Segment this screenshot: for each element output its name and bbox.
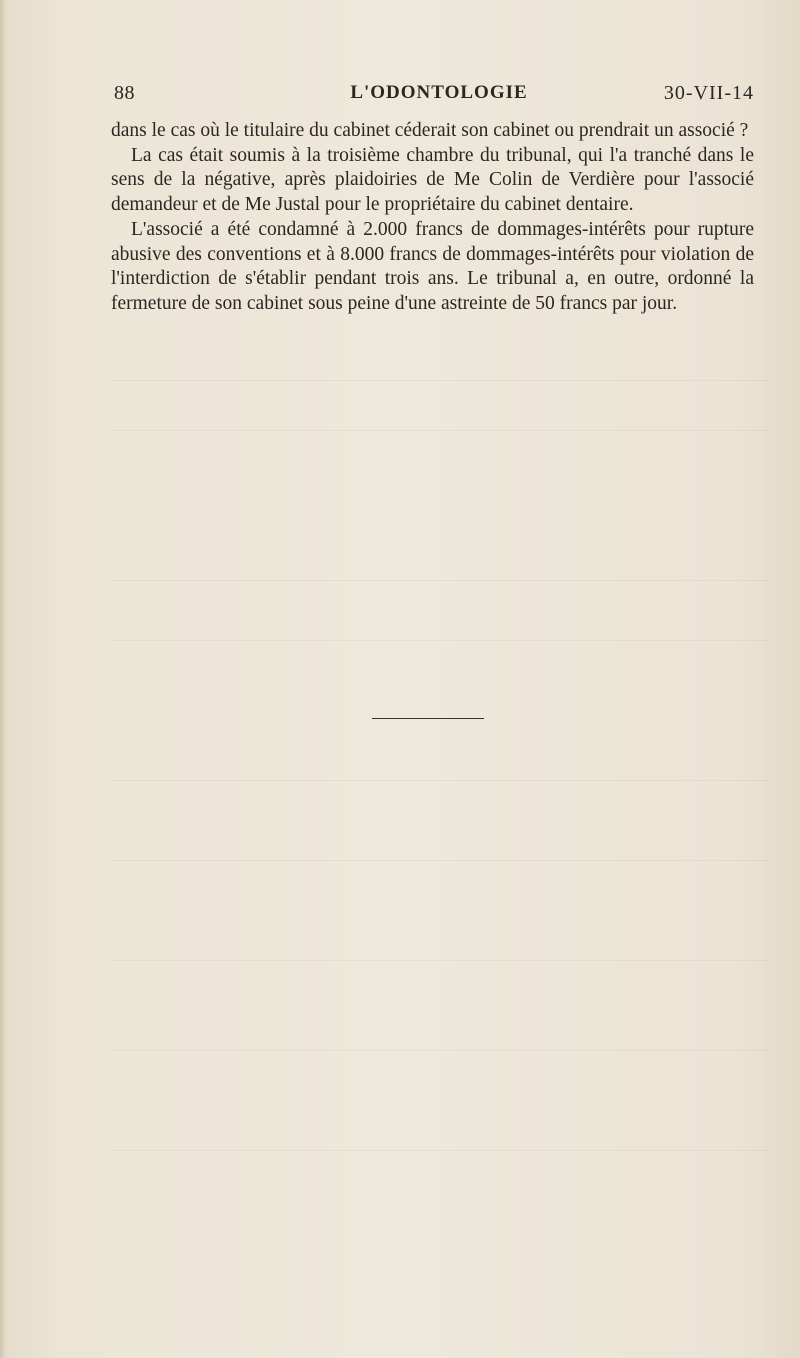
- running-header: [114, 82, 754, 110]
- paragraph: L'associé a été condamné à 2.000 francs de dommages-intérêts pour rupture abusive des conventions et à 8.000 francs de dommages-intérêts pour violation de l'interdiction de s'établir pendant trois ans. Le tribunal a, en outre, ordonné la fermeture de son cabinet sous peine d'une astreinte de 50 francs par jour.: [111, 218, 754, 314]
- page-number: 88: [114, 82, 135, 104]
- show-through-line: [110, 380, 770, 381]
- show-through-line: [110, 430, 770, 431]
- paragraph: dans le cas où le titulaire du cabinet céderait son cabinet ou prendrait un associé ?: [111, 120, 749, 141]
- show-through-line: [110, 640, 770, 641]
- show-through-line: [110, 960, 770, 961]
- show-through-line: [110, 1050, 770, 1051]
- show-through-line: [110, 780, 770, 781]
- show-through-line: [110, 580, 770, 581]
- running-title: L'ODONTOLOGIE: [350, 82, 528, 103]
- section-divider: [372, 718, 484, 719]
- issue-date: 30-VII-14: [663, 82, 754, 104]
- page-edge-shadow: [0, 0, 6, 1358]
- show-through-line: [110, 1150, 770, 1151]
- paragraph: La cas était soumis à la troisième chambre du tribunal, qui l'a tranché dans le sens de la négative, après plaidoiries de Me Colin de Verdière pour l'associé demandeur et de Me Justal pour le propriétaire du cabinet dentaire.: [111, 144, 754, 216]
- show-through-line: [110, 860, 770, 861]
- article-body: [111, 119, 754, 317]
